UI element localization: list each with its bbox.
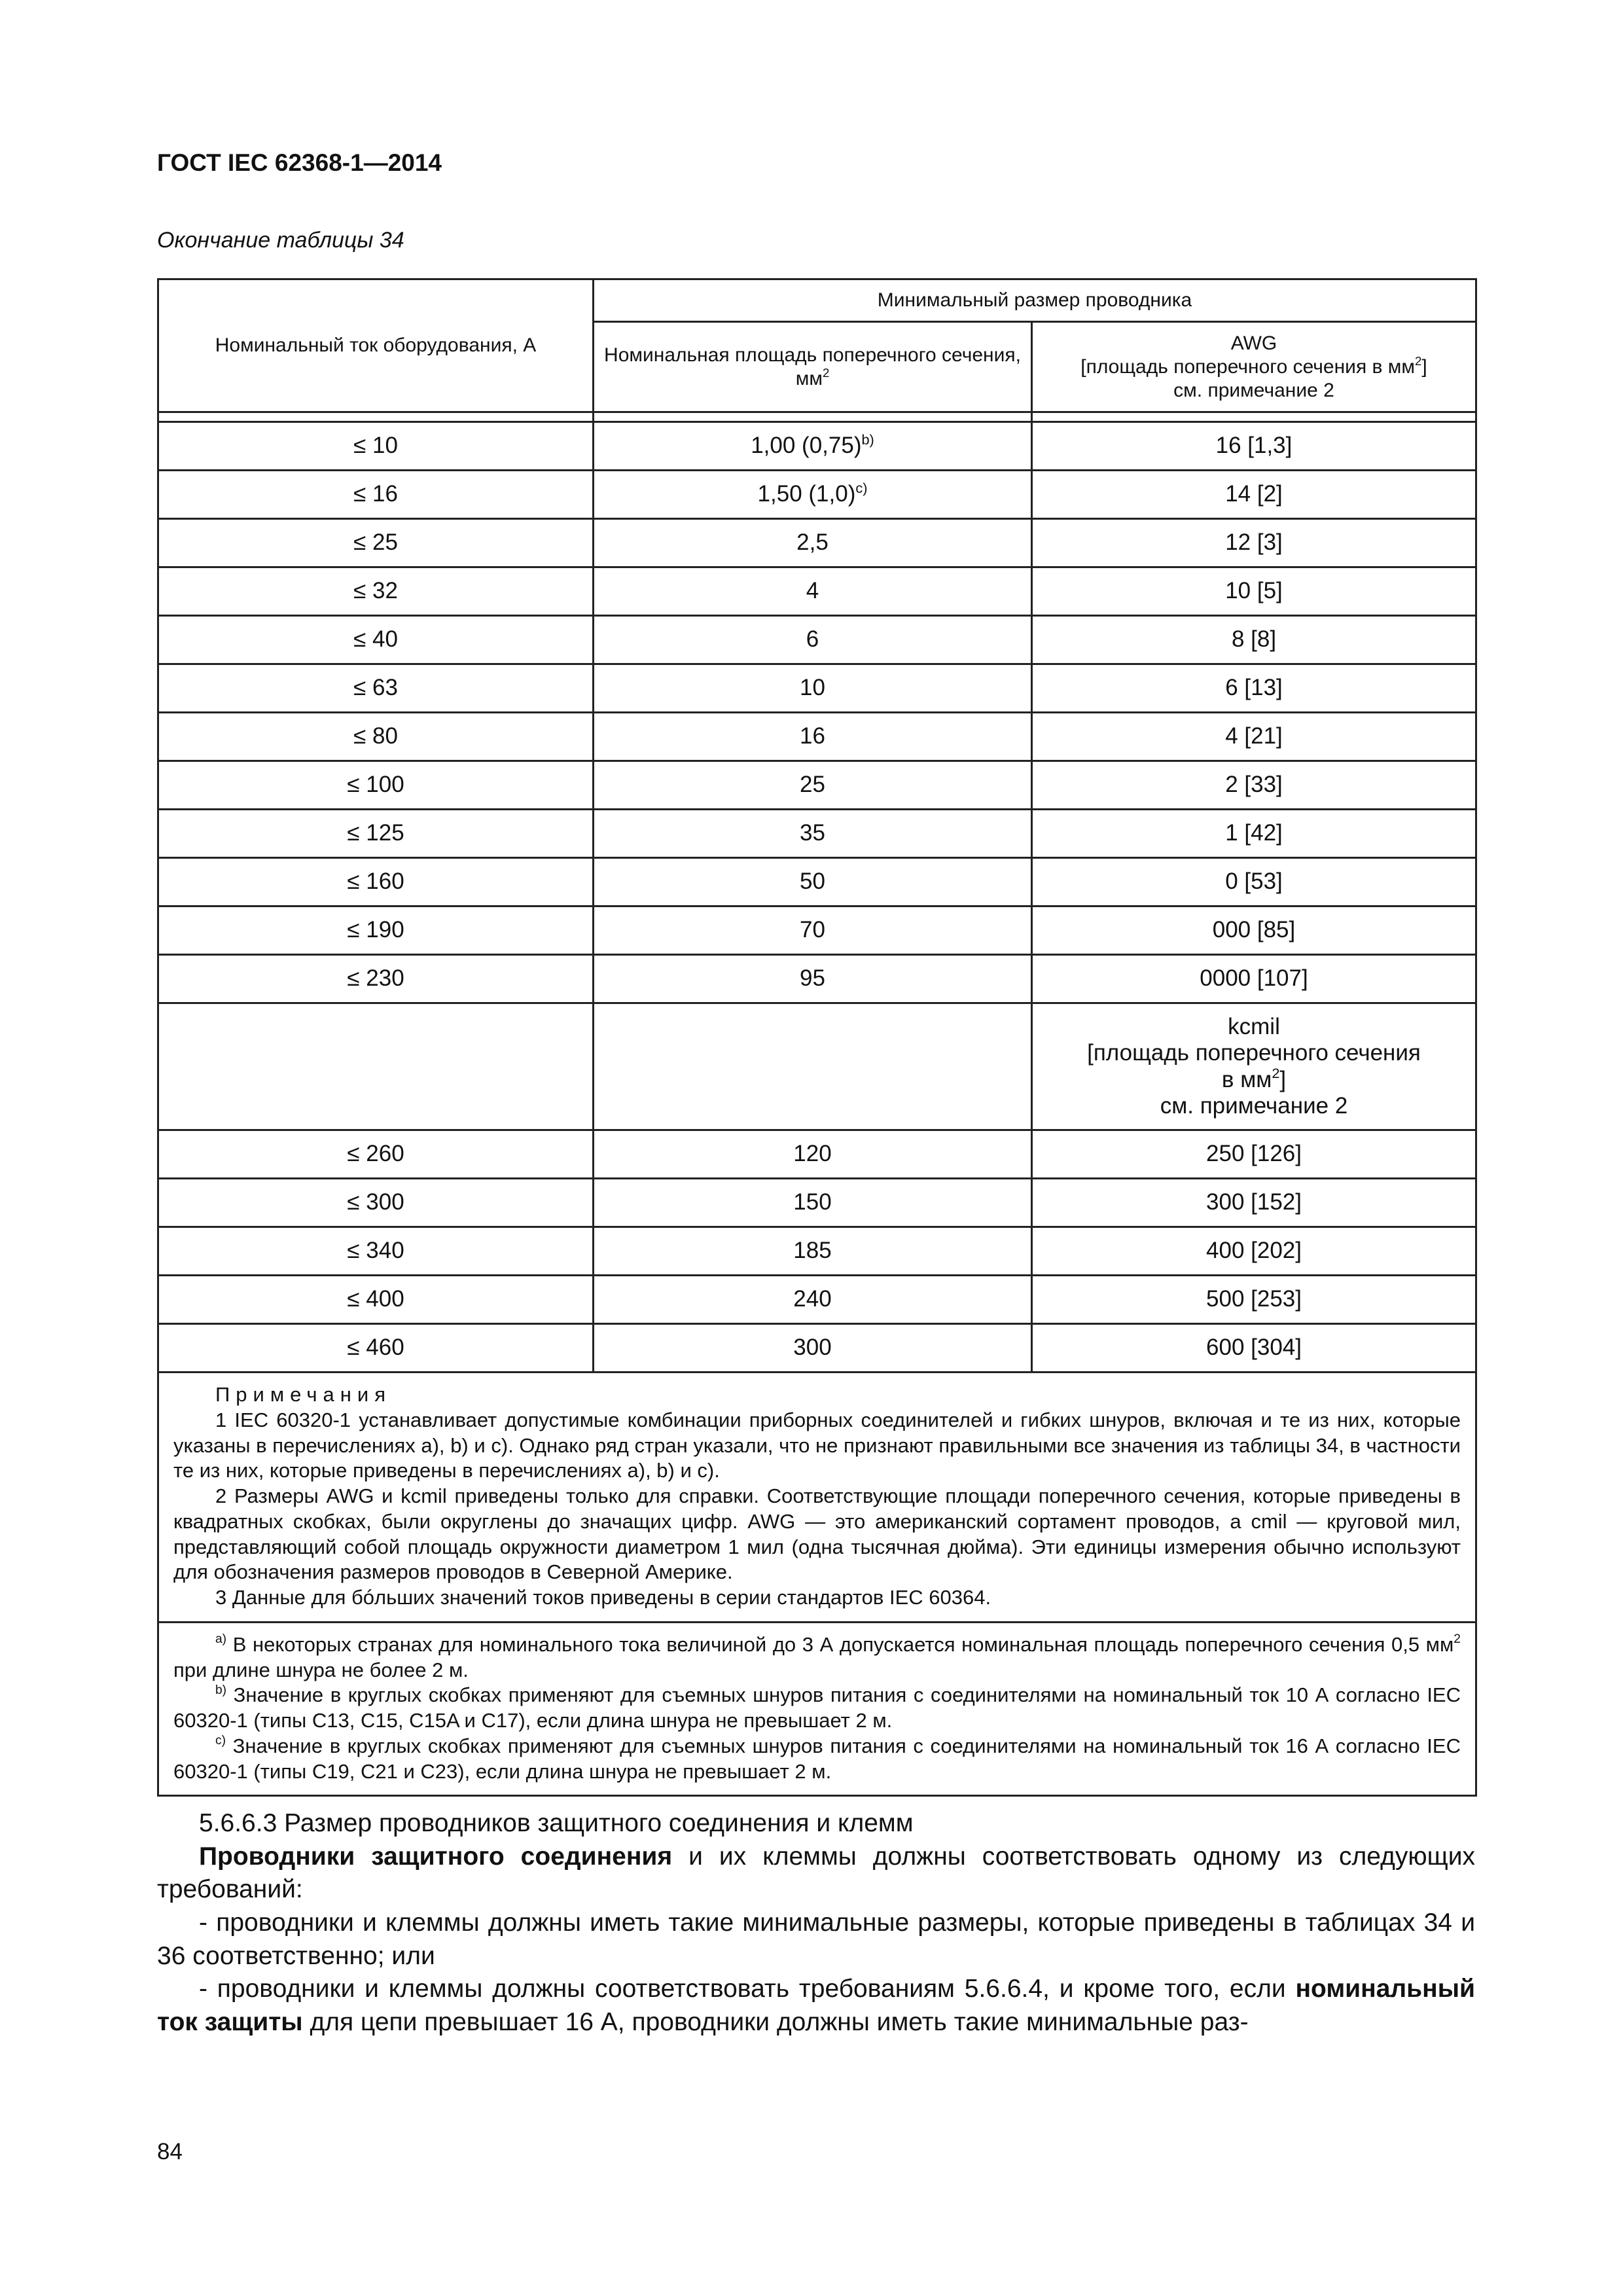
cell-rated-current: ≤ 260 [158, 1130, 594, 1179]
footnote-b: $^{b)}$ Значение в круглых скобках применяют для съемных шнуров питания с соединителями на номинальный ток 10 А согласно IEC 60320-1 (типы C13, C15, C15A и C17), если длина шнура не превышает 2 м. [173, 1683, 1461, 1732]
cell-rated-current: ≤ 400 [158, 1276, 594, 1324]
cell-awg: 250 [126] [1032, 1130, 1476, 1179]
paragraph-1: Проводники защитного соединения и их клеммы должны соответствовать одному из следующих требований: [157, 1842, 1475, 1904]
note-3: 3 Данные для бóльших значений токов приведены в серии стандартов IEC 60364. [215, 1586, 991, 1609]
table-row [158, 810, 1476, 858]
cell-rated-current: ≤ 100 [158, 761, 594, 810]
table-row [158, 567, 1476, 616]
cell-rated-current: ≤ 300 [158, 1179, 594, 1227]
cell-cross-section: 240 [594, 1276, 1032, 1324]
cell-awg: 2 [33] [1032, 761, 1476, 810]
cell-cross-section: 10 [594, 664, 1032, 713]
table-row [158, 1227, 1476, 1276]
table-row [158, 519, 1476, 567]
table-row [158, 664, 1476, 713]
header-kcmil: kcmil [площадь поперечного сечения в $мм^2$] см. примечание 2 [1032, 1003, 1476, 1130]
cell-cross-section: 120 [594, 1130, 1032, 1179]
table-footnotes [158, 1622, 1476, 1796]
table-row [158, 713, 1476, 761]
table-row [158, 471, 1476, 519]
cell-rated-current: ≤ 190 [158, 906, 594, 955]
cell-cross-section: 16 [594, 713, 1032, 761]
table-row [158, 1179, 1476, 1227]
kcmil-header-row [158, 1003, 1476, 1130]
cell-cross-section: 150 [594, 1179, 1032, 1227]
cell-awg: 6 [13] [1032, 664, 1476, 713]
cell-cross-section: 35 [594, 810, 1032, 858]
note-1: 1 IEC 60320-1 устанавливает допустимые комбинации приборных соединителей и гибких шнуров, включая и те из них, которые указаны в перечислениях а), b) и с). Однако ряд стран указали, что не признают правильными все значения из таблицы 34, в частности те из них, которые приведены в перечислениях а), b) и с). [173, 1408, 1461, 1482]
notes-title: Примечания [215, 1383, 391, 1406]
footnote-a: $^{a)}$ В некоторых странах для номинального тока величиной до 3 А допускается номинальная площадь поперечного сечения 0,5 $мм^2$ при длине шнура не более 2 м. [173, 1632, 1461, 1681]
cell-cross-section: 2,5 [594, 519, 1032, 567]
cell-rated-current: ≤ 230 [158, 955, 594, 1003]
list-item-1: - проводники и клеммы должны иметь такие минимальные размеры, которые приведены в таблицах 34 и 36 соответственно; или [157, 1909, 1475, 1970]
cell-awg: 0 [53] [1032, 858, 1476, 906]
cell-cross-section: 1,00 $(0,75)^{b)}$ [594, 422, 1032, 471]
cell-awg: 4 [21] [1032, 713, 1476, 761]
cell-awg: 0000 [107] [1032, 955, 1476, 1003]
cell-cross-section: 300 [594, 1324, 1032, 1372]
table-row [158, 1276, 1476, 1324]
cell-awg: 16 [1,3] [1032, 422, 1476, 471]
header-min-conductor-size: Минимальный размер проводника [594, 279, 1476, 322]
cell-awg: 600 [304] [1032, 1324, 1476, 1372]
table-notes [158, 1372, 1476, 1623]
cell-rated-current: ≤ 80 [158, 713, 594, 761]
header-rated-current: Номинальный ток оборудования, А [158, 279, 594, 412]
section-heading: 5.6.6.3 Размер проводников защитного соединения и клемм [199, 1809, 914, 1837]
cell-awg: 12 [3] [1032, 519, 1476, 567]
cell-awg: 10 [5] [1032, 567, 1476, 616]
cell-rated-current: ≤ 460 [158, 1324, 594, 1372]
cell-awg: 000 [85] [1032, 906, 1476, 955]
cell-cross-section: 95 [594, 955, 1032, 1003]
cell-cross-section: 4 [594, 567, 1032, 616]
table-row [158, 858, 1476, 906]
cell-rated-current: ≤ 125 [158, 810, 594, 858]
cell-cross-section: 6 [594, 616, 1032, 664]
cell-awg: 500 [253] [1032, 1276, 1476, 1324]
cell-cross-section: 25 [594, 761, 1032, 810]
table-row [158, 616, 1476, 664]
cell-awg: 14 [2] [1032, 471, 1476, 519]
cell-rated-current: ≤ 160 [158, 858, 594, 906]
page-number: 84 [157, 2139, 183, 2164]
table-row [158, 1130, 1476, 1179]
footnote-c: $^{c)}$ Значение в круглых скобках применяют для съемных шнуров питания с соединителями на номинальный ток 16 А согласно IEC 60320-1 (типы C19, C21 и C23), если длина шнура не превышает 2 м. [173, 1734, 1461, 1783]
cell-cross-section: 70 [594, 906, 1032, 955]
table-row [158, 761, 1476, 810]
table-row [158, 906, 1476, 955]
cell-awg: 8 [8] [1032, 616, 1476, 664]
cell-cross-section: 185 [594, 1227, 1032, 1276]
list-item-2: - проводники и клеммы должны соответствовать требованиям 5.6.6.4, и кроме того, если номинальный ток защиты для цепи превышает 16 А, проводники должны иметь такие минимальные раз- [157, 1975, 1475, 2037]
conductor-size-table [157, 278, 1477, 1797]
cell-rated-current: ≤ 25 [158, 519, 594, 567]
cell-cross-section: 1,50 $(1,0)^{c)}$ [594, 471, 1032, 519]
cell-awg: 300 [152] [1032, 1179, 1476, 1227]
note-2: 2 Размеры AWG и kcmil приведены только для справки. Соответствующие площади поперечного сечения, которые приведены в квадратных скобках, были округлены до значащих цифр. AWG — это американский сортамент проводов, a cmil — круговой мил, представляющий собой площадь окружности диаметром 1 мил (одна тысячная дюйма). Эти единицы измерения обычно используют для обозначения размеров проводов в Северной Америке. [173, 1484, 1461, 1584]
cell-rated-current: ≤ 32 [158, 567, 594, 616]
cell-rated-current: ≤ 340 [158, 1227, 594, 1276]
table-row [158, 955, 1476, 1003]
body-text [157, 1807, 1475, 2039]
header-awg: AWG [площадь поперечного сечения в $мм^2$] см. примечание 2 [1032, 322, 1476, 412]
cell-rated-current: ≤ 10 [158, 422, 594, 471]
table-row [158, 422, 1476, 471]
cell-rated-current: ≤ 16 [158, 471, 594, 519]
cell-awg: 400 [202] [1032, 1227, 1476, 1276]
header-cross-section: Номинальная площадь поперечного сечения, $мм^2$ [594, 322, 1032, 412]
cell-awg: 1 [42] [1032, 810, 1476, 858]
table-row [158, 1324, 1476, 1372]
cell-rated-current: ≤ 40 [158, 616, 594, 664]
cell-cross-section: 50 [594, 858, 1032, 906]
table-caption: Окончание таблицы 34 [157, 228, 404, 253]
cell-rated-current: ≤ 63 [158, 664, 594, 713]
document-header: ГОСТ IEC 62368-1—2014 [157, 149, 442, 176]
